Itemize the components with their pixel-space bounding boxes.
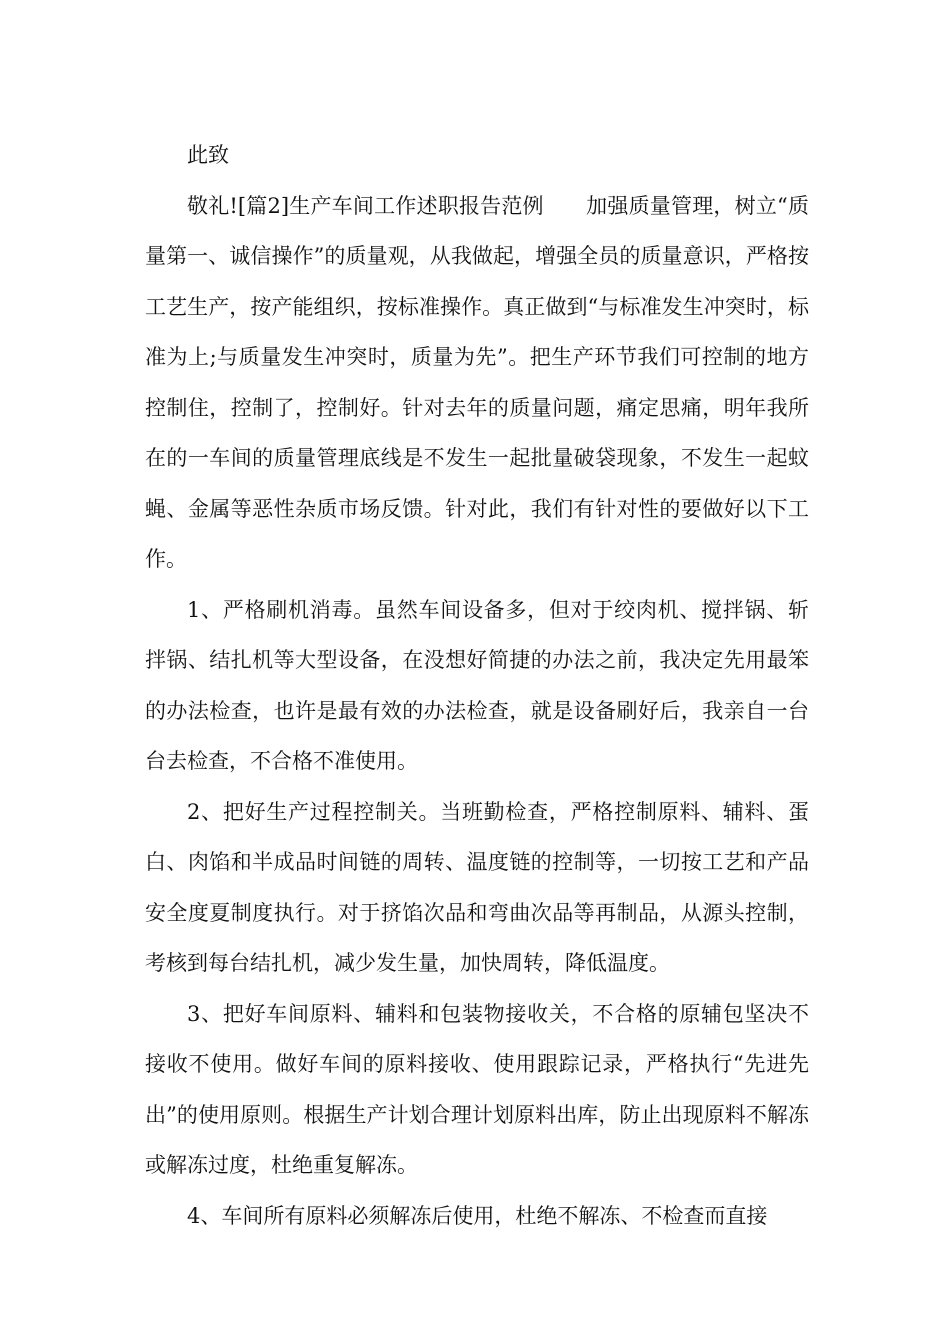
- body-paragraph: 4、车间所有原料必须解冻后使用，杜绝不解冻、不检查而直接: [187, 1203, 768, 1228]
- body-paragraph: 2、把好生产过程控制关。当班勤检查，严格控制原料、辅料、蛋白、肉馅和半成品时间链的周转、温度链的控制等，一切按工艺和产品安全度夏制度执行。对于挤馅次品和弯曲次品等再制品，从源头控制，考核到每台结扎机，减少发生量，加快周转，降低温度。: [145, 799, 809, 975]
- document-body: [145, 130, 809, 1241]
- body-paragraph: 1、严格刷机消毒。虽然车间设备多，但对于绞肉机、搅拌锅、斩拌锅、结扎机等大型设备，在没想好简捷的办法之前，我决定先用最笨的办法检查，也许是最有效的办法检查，就是设备刷好后，我亲自一台台去检查，不合格不准使用。: [145, 597, 809, 773]
- body-paragraph: 3、把好车间原料、辅料和包装物接收关，不合格的原辅包坚决不接收不使用。做好车间的原料接收、使用跟踪记录，严格执行“先进先出”的使用原则。根据生产计划合理计划原料出库，防止出现原料不解冻或解冻过度，杜绝重复解冻。: [145, 1001, 809, 1177]
- body-paragraph: 敬礼![篇2]生产车间工作述职报告范例 加强质量管理，树立“质量第一、诚信操作”的质量观，从我做起，增强全员的质量意识，严格按工艺生产，按产能组织，按标准操作。真正做到“与标准发生冲突时，标准为上;与质量发生冲突时，质量为先”。把生产环节我们可控制的地方控制住，控制了，控制好。针对去年的质量问题，痛定思痛，明年我所在的一车间的质量管理底线是不发生一起批量破袋现象，不发生一起蚊蝇、金属等恶性杂质市场反馈。针对此，我们有针对性的要做好以下工作。: [145, 193, 809, 571]
- closing-salutation: 此致: [187, 143, 229, 167]
